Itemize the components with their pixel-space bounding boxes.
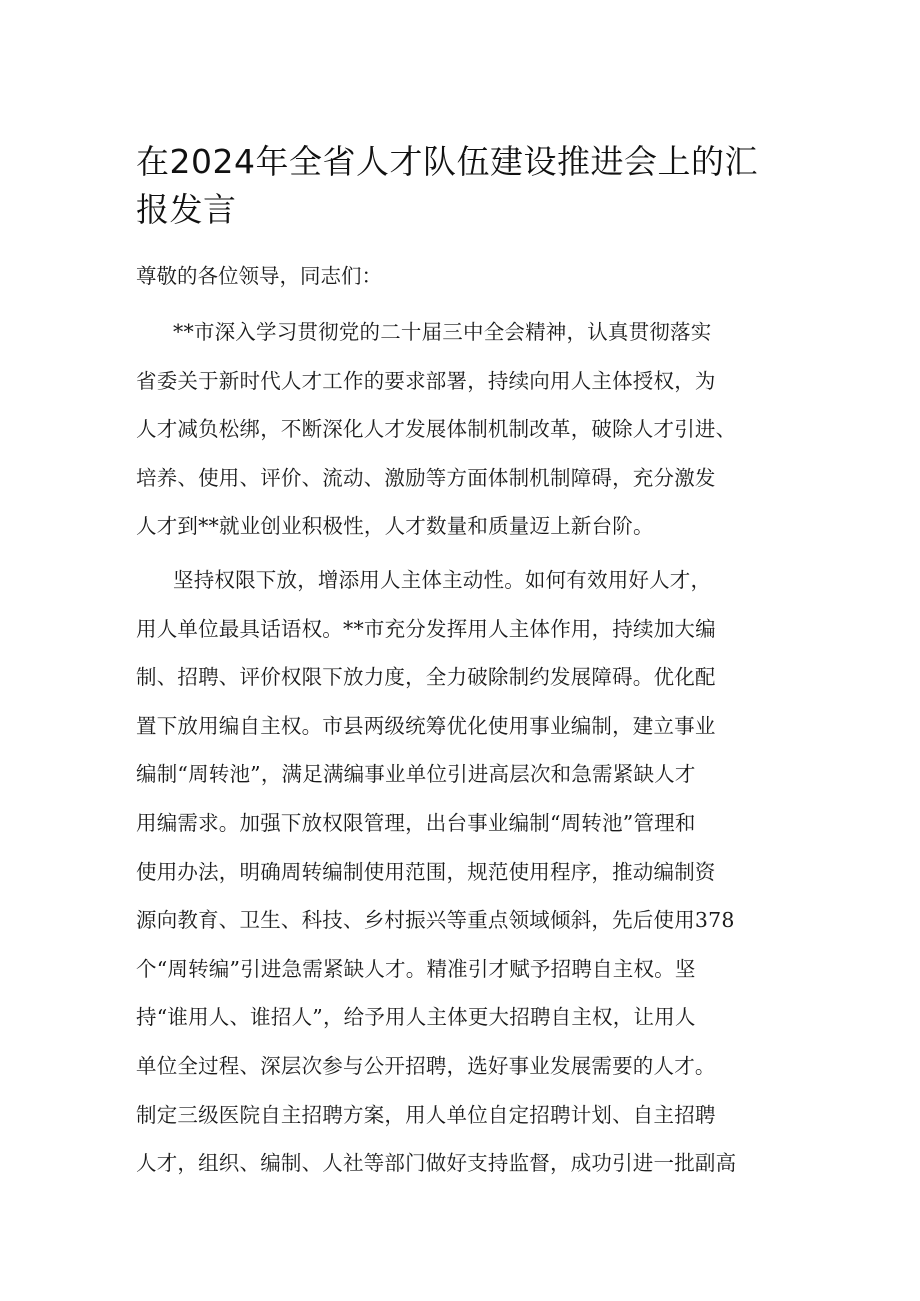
paragraph-line: 个“周转编”引进急需紧缺人才。精准引才赋予招聘自主权。坚 <box>136 956 696 981</box>
paragraph-line: 用编需求。加强下放权限管理，出台事业编制“周转池”管理和 <box>136 810 696 835</box>
paragraph-line: 置下放用编自主权。市县两级统筹优化使用事业编制，建立事业 <box>136 713 716 738</box>
paragraph-line: 单位全过程、深层次参与公开招聘，选好事业发展需要的人才。 <box>136 1053 716 1078</box>
paragraph-line: 制、招聘、评价权限下放力度，全力破除制约发展障碍。优化配 <box>136 665 716 690</box>
paragraph-intro <box>136 318 796 561</box>
title-line: 在2024年全省人才队伍建设推进会上的汇 <box>136 142 758 181</box>
paragraph-line: 人才到**就业创业积极性，人才数量和质量迈上新台阶。 <box>136 514 654 539</box>
paragraph-line: 持“谁用人、谁招人”，给予用人主体更大招聘自主权，让用人 <box>136 1005 696 1030</box>
paragraph-line: 编制“周转池”，满足满编事业单位引进高层次和急需紧缺人才 <box>136 762 696 787</box>
paragraph-line: 省委关于新时代人才工作的要求部署，持续向用人主体授权，为 <box>136 368 716 393</box>
document-title <box>136 138 796 234</box>
paragraph-line: 源向教育、卫生、科技、乡村振兴等重点领域倾斜，先后使用378 <box>136 908 735 933</box>
paragraph-line: 制定三级医院自主招聘方案，用人单位自定招聘计划、自主招聘 <box>136 1102 716 1127</box>
paragraph-line: 人才减负松绑，不断深化人才发展体制机制改革，破除人才引进、 <box>136 417 737 442</box>
paragraph-line: 用人单位最具话语权。**市充分发挥用人主体作用，持续加大编 <box>136 616 716 641</box>
paragraph-line: 人才，组织、编制、人社等部门做好支持监督，成功引进一批副高 <box>136 1151 737 1176</box>
title-line: 报发言 <box>136 190 237 229</box>
salutation: 尊敬的各位领导，同志们： <box>136 264 382 288</box>
paragraph-line: **市深入学习贯彻党的二十届三中全会精神，认真贯彻落实 <box>173 320 712 344</box>
paragraph-line: 坚持权限下放，增添用人主体主动性。如何有效用好人才， <box>173 568 712 592</box>
paragraph-line: 培养、使用、评价、流动、激励等方面体制机制障碍，充分激发 <box>136 465 716 490</box>
paragraph-power-delegation <box>136 566 796 1198</box>
paragraph-line: 使用办法，明确周转编制使用范围，规范使用程序，推动编制资 <box>136 859 716 884</box>
